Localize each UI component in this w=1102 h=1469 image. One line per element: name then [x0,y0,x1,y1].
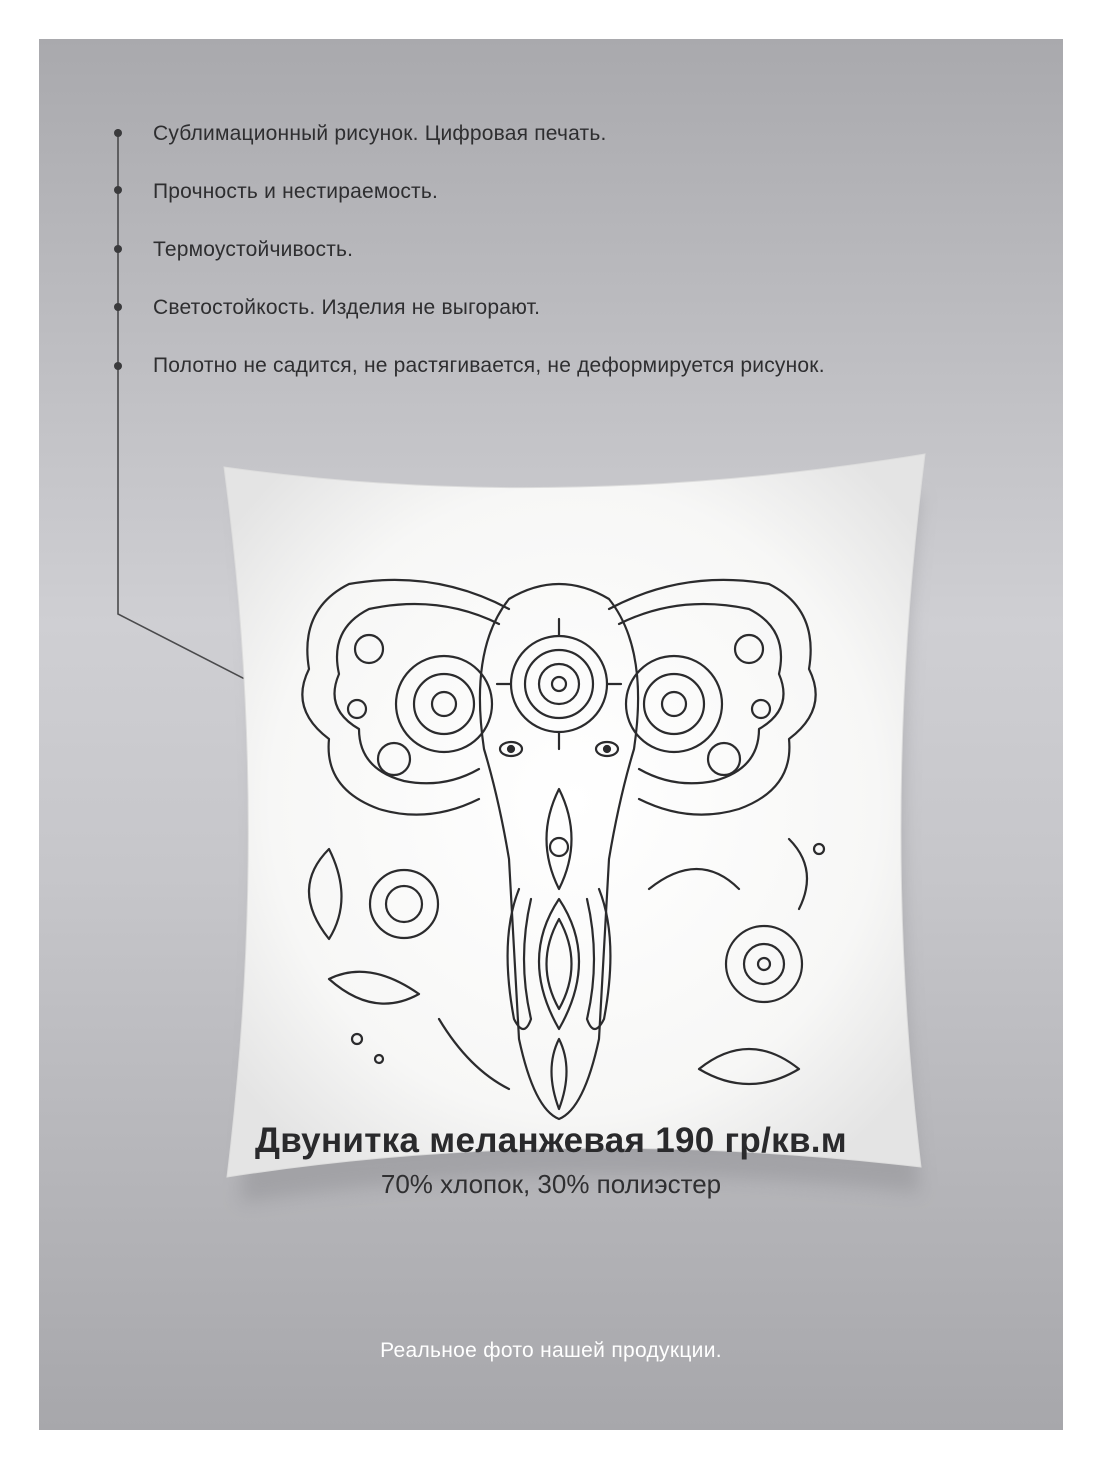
feature-item: Прочность и нестираемость. [153,180,439,203]
bullet-dot [114,303,122,311]
product-composition: 70% хлопок, 30% полиэстер [380,1169,722,1199]
product-title: Двунитка меланжевая 190 гр/кв.м [255,1121,847,1160]
product-card [39,39,1063,1430]
feature-item: Сублимационный рисунок. Цифровая печать. [153,122,607,145]
bullet-dot [114,245,122,253]
bullet-dot [114,362,122,370]
product-note: Реальное фото нашей продукции. [380,1339,722,1362]
elephant-mandala-pillow-icon [179,419,939,1219]
feature-item: Полотно не садится, не растягивается, не деформируется рисунок. [153,354,825,377]
bullet-dot [114,186,122,194]
pillow-image [179,419,939,1219]
bullet-dot [114,129,122,137]
feature-item: Термоустойчивость. [153,238,354,261]
feature-item: Светостойкость. Изделия не выгорают. [153,296,541,319]
